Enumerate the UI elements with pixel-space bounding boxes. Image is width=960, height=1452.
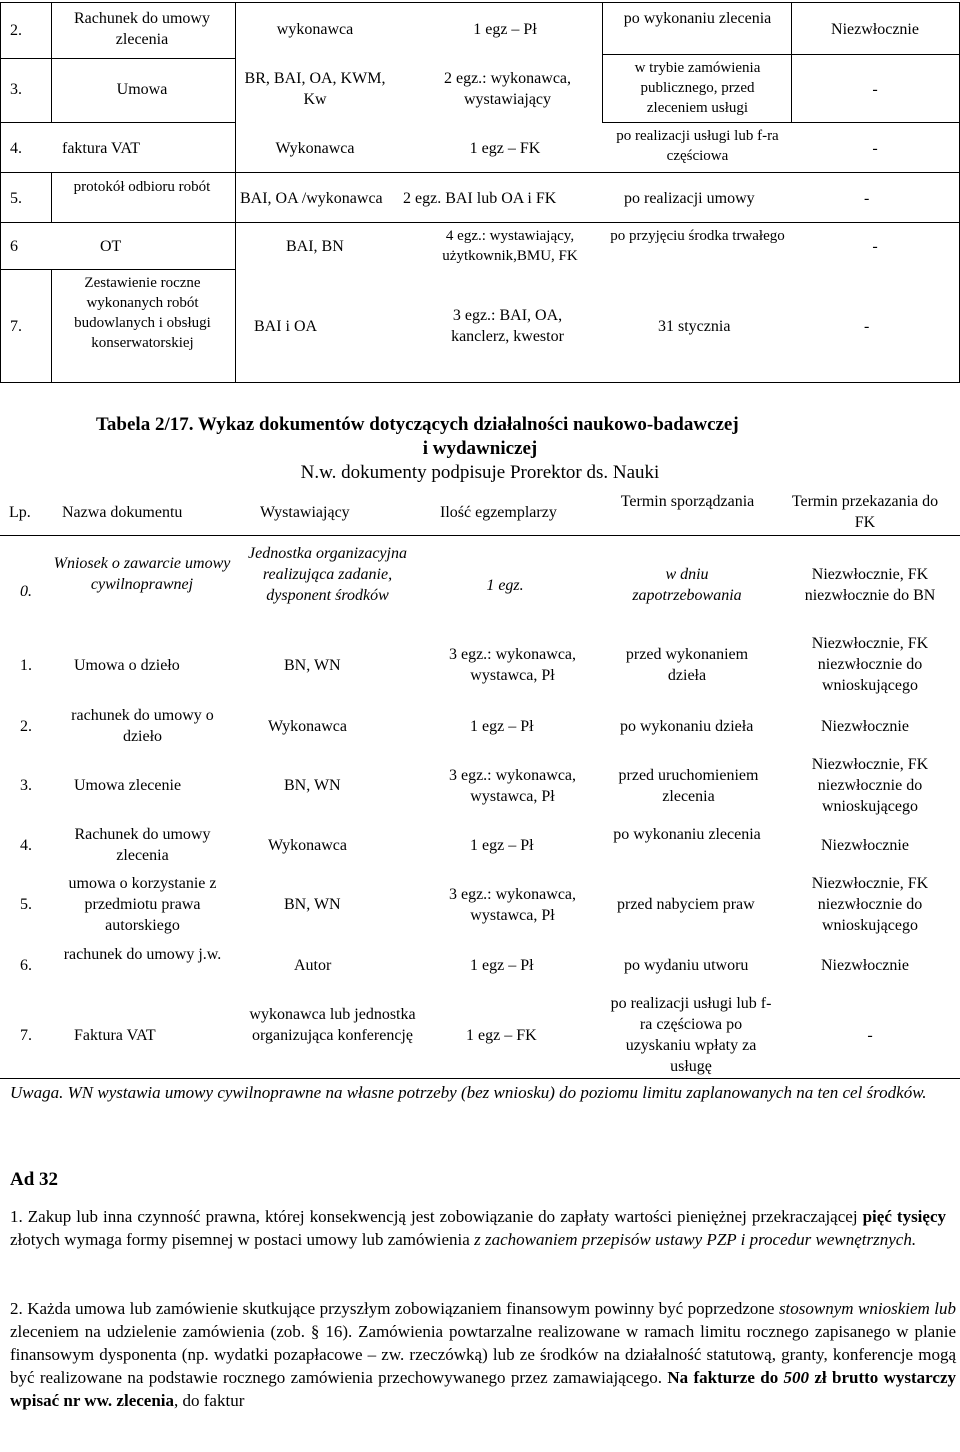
term-cell: po wykonaniu zlecenia xyxy=(623,10,772,27)
lp-cell: 5. xyxy=(20,896,32,913)
document-name: Rachunek do umowy zlecenia xyxy=(74,826,211,864)
document-name: protokół odbioru robót xyxy=(73,179,211,195)
note-text: WN wystawia umowy cywilnoprawne na własne potrzeby (bez wniosku) do poziomu limitu zaplanowanych na ten cel środków. xyxy=(63,1083,927,1102)
p1-text-a: 1. Zakup lub inna czynność prawna, której konsekwencją jest zobowiązanie do zapłaty wartości pieniężnej przekraczającej xyxy=(10,1207,863,1226)
copies-cell: 4 egz.: wystawiający, użytkownik,BMU, FK xyxy=(442,228,578,264)
document-name: Umowa xyxy=(116,81,168,98)
header-copies: Ilość egzemplarzy xyxy=(440,504,557,521)
copies-cell: 1 egz – Pł xyxy=(473,21,537,38)
p1-italic: z zachowaniem przepisów ustawy PZP i procedur wewnętrznych. xyxy=(474,1230,917,1249)
lp-cell: 3. xyxy=(20,777,32,794)
usage-note xyxy=(10,1082,950,1104)
issuer-cell: BN, WN xyxy=(284,657,341,674)
term-cell: przed nabyciem praw xyxy=(617,896,755,913)
term-cell: przed uruchomieniem zlecenia xyxy=(618,767,759,805)
issuer-cell: BN, WN xyxy=(284,896,341,913)
document-name: Wniosek o zawarcie umowy cywilnoprawnej xyxy=(53,555,231,593)
copies-cell: 1 egz. xyxy=(486,577,524,594)
p2-text-c: zleceniem na udzielenie zamówienia (zob. § 16). Zamówienia powtarzalne realizowane w ramach limitu rocznego zapisanego w planie finansowym dysponenta (np. wydatki pozapłacowe – zw. rzeczówką) lub ze środków na działalność statutową, granty, konferencje mogą być realizowane na podstawie rocznego zamówienia przechowywanego przez zamawiającego. xyxy=(10,1322,956,1387)
term-cell: 31 stycznia xyxy=(658,318,731,335)
table-caption-continued: i wydawniczej xyxy=(422,438,538,459)
document-name: faktura VAT xyxy=(62,140,141,157)
issuer-cell: BAI, BN xyxy=(286,238,344,255)
copies-cell: 3 egz.: wykonawca, wystawca, Pł xyxy=(448,886,577,924)
deadline-cell: Niezwłocznie, FK niezwłocznie do wnioskującego xyxy=(811,875,929,934)
document-name: Umowa zlecenie xyxy=(74,777,182,794)
issuer-cell: BAI i OA xyxy=(254,318,318,335)
deadline-cell: Niezwłocznie, FK niezwłocznie do BN xyxy=(804,566,936,604)
document-name: Faktura VAT xyxy=(74,1027,156,1044)
document-name: OT xyxy=(100,238,122,255)
paragraph-2 xyxy=(10,1297,956,1412)
copies-cell: 2 egz.: wykonawca, wystawiający xyxy=(443,70,572,108)
term-cell: po wykonaniu dzieła xyxy=(620,718,754,735)
header-issuer: Wystawiający xyxy=(260,504,350,521)
issuer-cell: Wykonawca xyxy=(268,837,347,854)
header-lp: Lp. xyxy=(9,504,31,521)
p2-text-g: , do faktur xyxy=(174,1391,245,1410)
lp-cell: 6. xyxy=(20,957,32,974)
copies-cell: 1 egz – FK xyxy=(466,1027,537,1044)
lp-cell: 7. xyxy=(10,318,22,335)
document-name: umowa o korzystanie z przedmiotu prawa autorskiego xyxy=(68,875,217,934)
term-cell: po przyjęciu środka trwałego xyxy=(610,228,785,244)
lp-cell: 2. xyxy=(10,22,22,39)
deadline-cell: Niezwłocznie xyxy=(821,718,909,735)
lp-cell: 7. xyxy=(20,1027,32,1044)
issuer-cell: Autor xyxy=(294,957,332,974)
issuer-cell: Wykonawca xyxy=(275,140,355,157)
deadline-cell: Niezwłocznie, FK niezwłocznie do wnioskującego xyxy=(811,756,929,815)
deadline-cell: Niezwłocznie xyxy=(831,21,919,38)
deadline-cell: - xyxy=(864,318,870,335)
table-caption: Tabela 2/17. Wykaz dokumentów dotyczących działalności naukowo-badawczej xyxy=(96,414,739,435)
deadline-cell: Niezwłocznie xyxy=(821,957,909,974)
lp-cell: 4. xyxy=(20,837,32,854)
copies-cell: 1 egz – Pł xyxy=(470,957,534,974)
deadline-cell: - xyxy=(872,140,878,157)
term-cell: w dniu zapotrzebowania xyxy=(632,566,742,604)
header-name: Nazwa dokumentu xyxy=(62,504,183,521)
copies-cell: 1 egz – Pł xyxy=(470,718,534,735)
deadline-cell: - xyxy=(872,81,878,98)
deadline-cell: - xyxy=(864,190,870,207)
p2-bold-2: zł brutto wystarczy wpisać nr ww. zlecenia xyxy=(10,1368,957,1410)
lp-cell: 2. xyxy=(20,718,32,735)
copies-cell: 3 egz.: wykonawca, wystawca, Pł xyxy=(448,646,577,684)
note-label: Uwaga. xyxy=(10,1083,64,1102)
term-cell: w trybie zamówienia publicznego, przed zleceniem usługi xyxy=(634,60,761,116)
lp-cell: 5. xyxy=(10,190,22,207)
lp-cell: 6 xyxy=(10,238,18,255)
document-name: Zestawienie roczne wykonanych robót budowlanych i obsługi konserwatorskiej xyxy=(74,275,211,351)
p2-bold: Na fakturze do xyxy=(667,1368,784,1387)
lp-cell: 4. xyxy=(10,140,22,157)
document-name: Umowa o dzieło xyxy=(74,657,180,674)
issuer-cell: wykonawca lub jednostka organizująca konferencję xyxy=(249,1006,416,1044)
deadline-cell: Niezwłocznie, FK niezwłocznie do wnioskującego xyxy=(811,635,929,694)
term-cell: przed wykonaniem dzieła xyxy=(625,646,749,684)
lp-cell: 1. xyxy=(20,657,32,674)
p1-bold: pięć tysięcy xyxy=(862,1207,946,1226)
copies-cell: 1 egz – Pł xyxy=(470,837,534,854)
copies-cell: 3 egz.: BAI, OA, kanclerz, kwestor xyxy=(451,307,564,345)
copies-cell: 2 egz. BAI lub OA i FK xyxy=(403,190,557,207)
issuer-cell: Wykonawca xyxy=(268,718,347,735)
p2-text-a: 2. Każda umowa lub zamówienie skutkujące przyszłym zobowiązaniem finansowym powinny być poprzedzone xyxy=(10,1299,779,1318)
p1-text-c: złotych wymaga formy pisemnej w postaci umowy lub zamówienia xyxy=(10,1230,475,1249)
term-cell: po realizacji usługi lub f-ra częściowa po uzyskaniu wpłaty za usługę xyxy=(610,995,772,1075)
term-cell: po realizacji usługi lub f-ra częściowa xyxy=(616,128,779,164)
term-cell: po wykonaniu zlecenia xyxy=(613,826,761,843)
issuer-cell: Jednostka organizacyjna realizująca zadanie, dysponent środków xyxy=(248,545,407,604)
header-term: Termin sporządzania xyxy=(620,493,755,510)
table-note: N.w. dokumenty podpisuje Prorektor ds. Nauki xyxy=(300,462,660,483)
term-cell: po wydaniu utworu xyxy=(624,957,749,974)
document-name: rachunek do umowy j.w. xyxy=(63,946,222,963)
lp-cell: 3. xyxy=(10,81,22,98)
issuer-cell: BAI, OA /wykonawca xyxy=(240,190,383,207)
copies-cell: 1 egz – FK xyxy=(469,140,541,157)
lp-cell: 0. xyxy=(20,583,32,600)
deadline-cell: Niezwłocznie xyxy=(821,837,909,854)
issuer-cell: BR, BAI, OA, KWM, Kw xyxy=(244,70,386,108)
p2-italic: stosownym wnioskiem lub xyxy=(778,1299,957,1318)
deadline-cell: - xyxy=(867,1027,873,1044)
p2-bold-italic: 500 xyxy=(783,1368,810,1387)
document-name: rachunek do umowy o dzieło xyxy=(71,707,214,745)
header-deadline: Termin przekazania do FK xyxy=(791,493,939,531)
issuer-cell: BN, WN xyxy=(284,777,341,794)
term-cell: po realizacji umowy xyxy=(624,190,755,207)
copies-cell: 3 egz.: wykonawca, wystawca, Pł xyxy=(448,767,577,805)
document-name: Rachunek do umowy zlecenia xyxy=(74,10,210,48)
issuer-cell: wykonawca xyxy=(276,21,354,38)
section-heading: Ad 32 xyxy=(10,1169,59,1190)
paragraph-1 xyxy=(10,1205,946,1251)
deadline-cell: - xyxy=(872,238,878,255)
